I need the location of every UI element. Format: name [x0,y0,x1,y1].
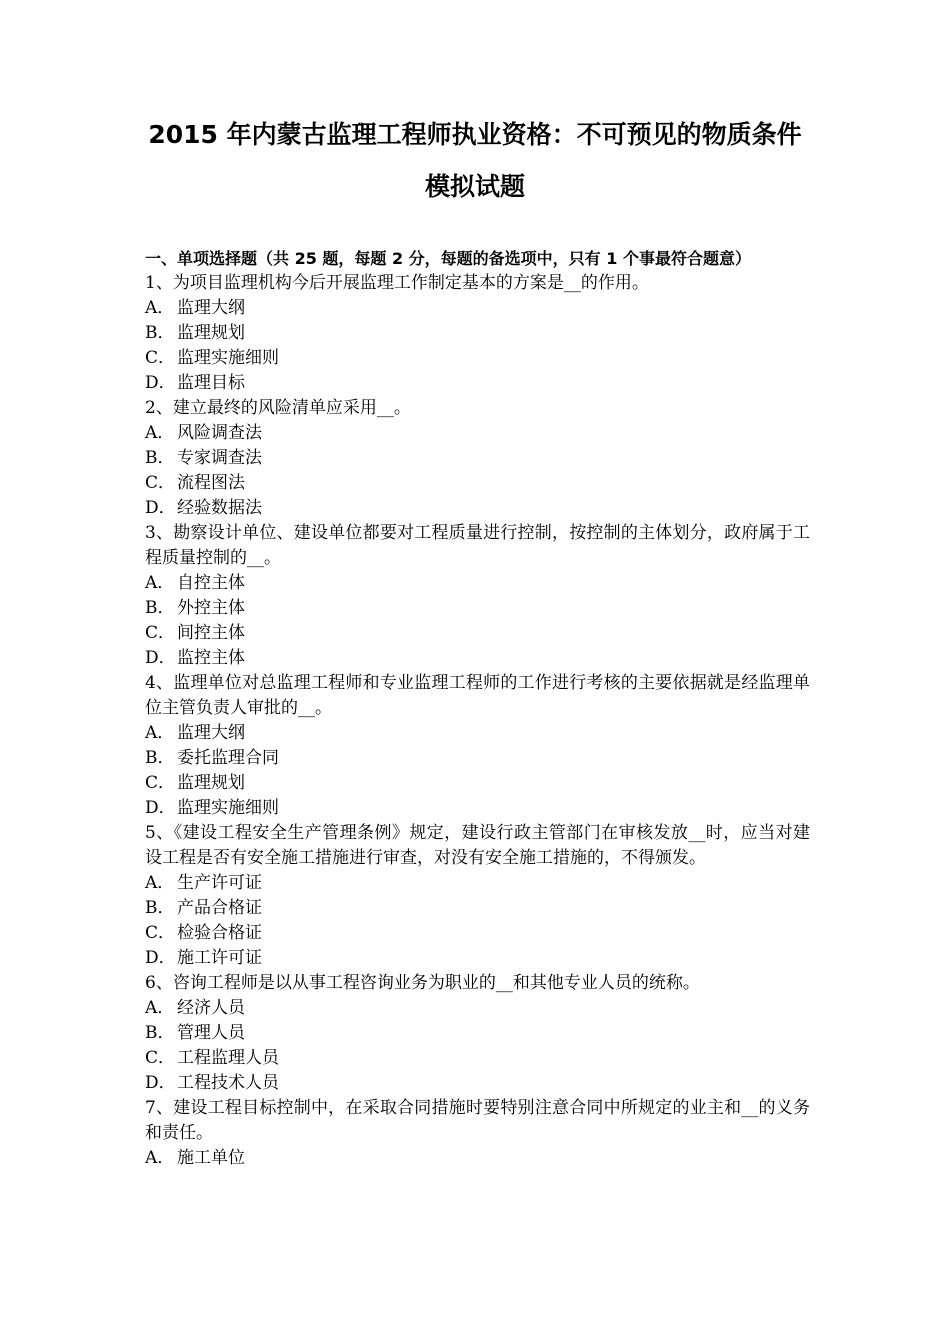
question-2-option [145,471,810,496]
option-text: 专家调查法 [177,448,262,468]
question-6-option [145,996,810,1021]
option-text: 管理人员 [177,1023,245,1043]
question-2-option [145,421,810,446]
option-letter: B． [145,598,175,618]
option-letter: D． [145,648,176,668]
option-text: 经济人员 [177,998,245,1018]
question-4-option [145,746,810,771]
option-letter: D． [145,498,176,518]
question-1: 1、为项目监理机构今后开展监理工作制定基本的方案是__的作用。 [145,273,649,293]
option-letter: C． [145,923,176,943]
option-text: 监理大纲 [177,298,245,318]
section-heading: 一、单项选择题（共 25 题，每题 2 分，每题的备选项中，只有 1 个事最符合题意） [145,249,751,268]
option-text: 施工许可证 [177,948,262,968]
question-4: 4、监理单位对总监理工程师和专业监理工程师的工作进行考核的主要依据就是经监理单位主管负责人审批的__。 [145,673,810,718]
option-letter: D． [145,373,176,393]
question-3-option [145,571,810,596]
question-7: 7、建设工程目标控制中，在采取合同措施时要特别注意合同中所规定的业主和__的义务和责任。 [145,1098,810,1143]
question-5-option [145,946,810,971]
option-text: 工程监理人员 [177,1048,279,1068]
question-6-option [145,1021,810,1046]
option-letter: A． [145,998,175,1018]
option-text: 风险调查法 [177,423,262,443]
question-5-option [145,871,810,896]
option-text: 监理大纲 [177,723,245,743]
option-text: 监控主体 [177,648,245,668]
question-1-option [145,371,810,396]
option-text: 委托监理合同 [177,748,279,768]
question-2: 2、建立最终的风险清单应采用__。 [145,398,411,418]
option-text: 施工单位 [177,1148,245,1168]
option-letter: A． [145,573,175,593]
question-6-option [145,1071,810,1096]
document-title-line-2: 模拟试题 [424,172,525,201]
question-4-option [145,796,810,821]
option-text: 监理规划 [177,773,245,793]
question-2-option [145,446,810,471]
option-letter: A． [145,873,175,893]
option-letter: B． [145,323,175,343]
option-text: 外控主体 [177,598,245,618]
question-1-option [145,296,810,321]
option-text: 监理规划 [177,323,245,343]
question-5-option [145,921,810,946]
option-letter: A． [145,723,175,743]
option-letter: A． [145,298,175,318]
option-letter: C． [145,473,176,493]
option-letter: B． [145,448,175,468]
question-6-option [145,1046,810,1071]
question-4-option [145,721,810,746]
option-letter: C． [145,1048,176,1068]
option-letter: C． [145,773,176,793]
option-text: 监理实施细则 [177,348,279,368]
question-3-option [145,621,810,646]
option-text: 监理实施细则 [177,798,279,818]
question-3-option [145,646,810,671]
option-text: 经验数据法 [177,498,262,518]
question-6: 6、咨询工程师是以从事工程咨询业务为职业的__和其他专业人员的统称。 [145,973,700,993]
question-7-option [145,1146,810,1171]
option-letter: C． [145,348,176,368]
question-4-option [145,771,810,796]
option-letter: A． [145,423,175,443]
question-1-option [145,346,810,371]
option-text: 工程技术人员 [177,1073,279,1093]
question-3-option [145,596,810,621]
option-letter: A． [145,1148,175,1168]
option-text: 自控主体 [177,573,245,593]
option-text: 产品合格证 [177,898,262,918]
option-letter: D． [145,948,176,968]
option-text: 流程图法 [177,473,245,493]
option-text: 监理目标 [177,373,245,393]
document-body [145,246,810,1171]
question-2-option [145,496,810,521]
option-text: 生产许可证 [177,873,262,893]
option-letter: B． [145,1023,175,1043]
question-3: 3、勘察设计单位、建设单位都要对工程质量进行控制，按控制的主体划分，政府属于工程质量控制的__。 [145,523,810,568]
option-text: 检验合格证 [177,923,262,943]
question-1-option [145,321,810,346]
option-letter: C． [145,623,176,643]
option-letter: D． [145,798,176,818]
question-5-option [145,896,810,921]
document-title-line-1: 2015 年内蒙古监理工程师执业资格：不可预见的物质条件 [148,120,802,149]
question-list [145,271,810,1171]
option-letter: B． [145,898,175,918]
question-5: 5、《建设工程安全生产管理条例》规定，建设行政主管部门在审核发放__时，应当对建设工程是否有安全施工措施进行审查，对没有安全施工措施的，不得颁发。 [145,823,810,868]
option-letter: D． [145,1073,176,1093]
option-text: 间控主体 [177,623,245,643]
option-letter: B． [145,748,175,768]
